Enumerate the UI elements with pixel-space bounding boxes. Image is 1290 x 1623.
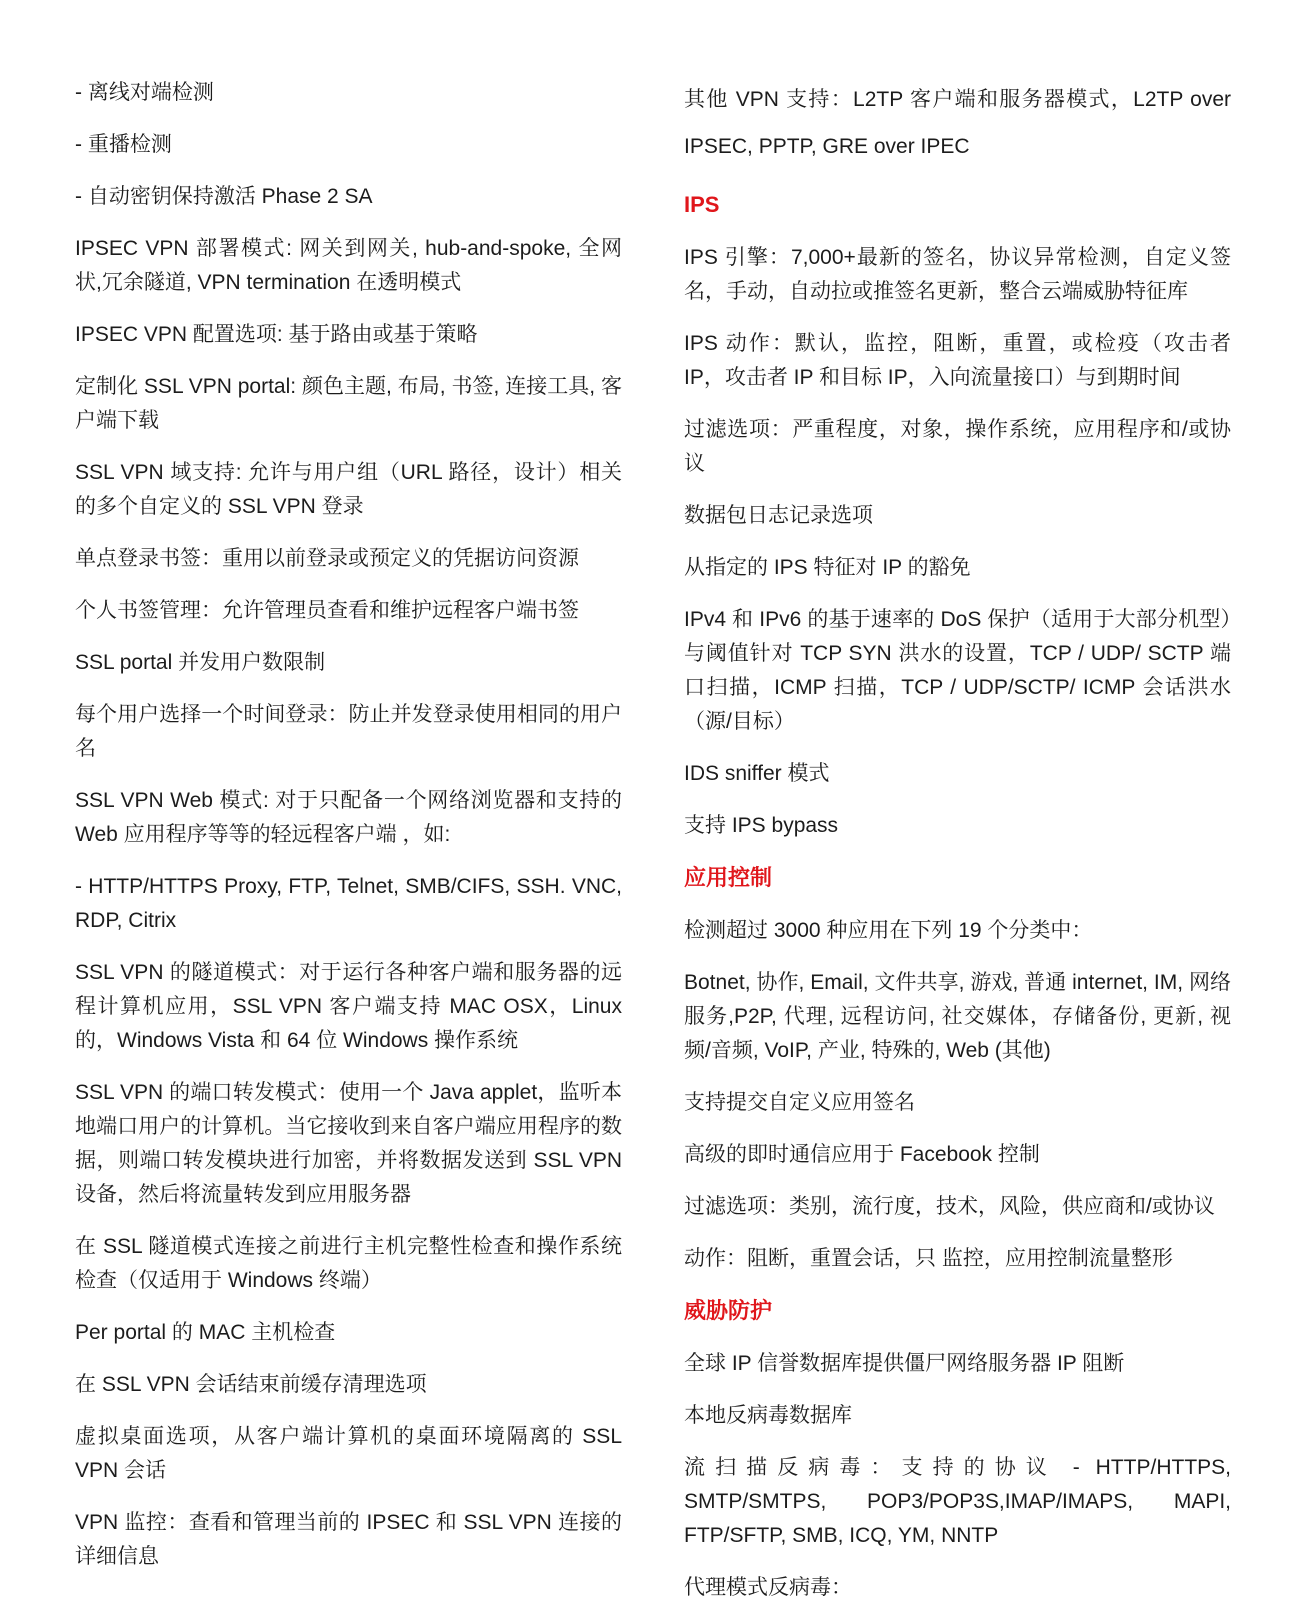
paragraph: - HTTP/HTTPS Proxy, FTP, Telnet, SMB/CIFS, SSH. VNC, RDP, Citrix: [75, 875, 622, 932]
paragraph: - 重播检测: [75, 133, 172, 156]
paragraph: SSL VPN 域支持: 允许与用户组（URL 路径，设计）相关的多个自定义的 SSL VPN 登录: [75, 461, 622, 518]
section-heading: IPS: [684, 192, 720, 217]
paragraph: 其他 VPN 支持：L2TP 客户端和服务器模式，L2TP over IPSEC, PPTP, GRE over IPEC: [684, 88, 1231, 158]
paragraph: VPN 监控：查看和管理当前的 IPSEC 和 SSL VPN 连接的详细信息: [75, 1511, 622, 1568]
paragraph: SSL portal 并发用户数限制: [75, 651, 326, 674]
paragraph: 全球 IP 信誉数据库提供僵尸网络服务器 IP 阻断: [684, 1352, 1125, 1375]
paragraph: IPS 引擎：7,000+最新的签名，协议异常检测，自定义签名，手动，自动拉或推签名更新，整合云端威胁特征库: [684, 246, 1231, 303]
paragraph: 个人书签管理：允许管理员查看和维护远程客户端书签: [75, 599, 579, 622]
section-heading: 威胁防护: [684, 1298, 773, 1323]
paragraph: IPS 动作：默认，监控，阻断，重置，或检疫（攻击者 IP，攻击者 IP 和目标 IP，入向流量接口）与到期时间: [684, 332, 1231, 389]
paragraph: 高级的即时通信应用于 Facebook 控制: [684, 1143, 1040, 1166]
paragraph: SSL VPN 的隧道模式：对于运行各种客户端和服务器的远程计算机应用，SSL VPN 客户端支持 MAC OSX，Linux 的，Windows Vista 和 64 位 Windows 操作系统: [75, 961, 622, 1052]
paragraph: - 自动密钥保持激活 Phase 2 SA: [75, 185, 373, 208]
paragraph: Per portal 的 MAC 主机检查: [75, 1321, 336, 1344]
paragraph: 本地反病毒数据库: [684, 1404, 852, 1427]
paragraph: IPv4 和 IPv6 的基于速率的 DoS 保护（适用于大部分机型）与阈值针对 TCP SYN 洪水的设置，TCP / UDP/ SCTP 端口扫描，ICMP 扫描，TCP / UDP/SCTP/ ICMP 会话洪水（源/目标）: [684, 608, 1231, 733]
right-column: [684, 76, 1231, 1623]
paragraph: Botnet, 协作, Email, 文件共享, 游戏, 普通 internet, IM, 网络服务,P2P, 代理, 远程访问, 社交媒体，存储备份, 更新, 视频/音频, VoIP, 产业, 特殊的, Web (其他): [684, 971, 1231, 1062]
paragraph: 从指定的 IPS 特征对 IP 的豁免: [684, 556, 971, 579]
paragraph: 虚拟桌面选项，从客户端计算机的桌面环境隔离的 SSL VPN 会话: [75, 1425, 622, 1482]
paragraph: 过滤选项：严重程度，对象，操作系统，应用程序和/或协议: [684, 418, 1231, 475]
paragraph: IPSEC VPN 部署模式: 网关到网关, hub-and-spoke, 全网状,冗余隧道, VPN termination 在透明模式: [75, 237, 622, 294]
paragraph: 支持提交自定义应用签名: [684, 1091, 915, 1114]
paragraph: 代理模式反病毒：: [684, 1576, 852, 1599]
paragraph: 过滤选项：类别，流行度，技术，风险，供应商和/或协议: [684, 1195, 1215, 1218]
paragraph: 定制化 SSL VPN portal: 颜色主题, 布局, 书签, 连接工具, 客户端下载: [75, 375, 622, 432]
paragraph: 在 SSL VPN 会话结束前缓存清理选项: [75, 1373, 427, 1396]
paragraph: SSL VPN 的端口转发模式：使用一个 Java applet，监听本地端口用户的计算机。当它接收到来自客户端应用程序的数据，则端口转发模块进行加密，并将数据发送到 SSL VPN 设备，然后将流量转发到应用服务器: [75, 1081, 622, 1206]
paragraph: IDS sniffer 模式: [684, 762, 830, 785]
paragraph: 每个用户选择一个时间登录：防止并发登录使用相同的用户名: [75, 703, 622, 760]
paragraph: 流扫描反病毒：支持的协议 - HTTP/HTTPS, SMTP/SMTPS, POP3/POP3S,IMAP/IMAPS, MAPI, FTP/SFTP, SMB, ICQ, YM, NNTP: [684, 1456, 1231, 1547]
paragraph: 在 SSL 隧道模式连接之前进行主机完整性检查和操作系统检查（仅适用于 Windows 终端）: [75, 1235, 622, 1292]
paragraph: 数据包日志记录选项: [684, 504, 873, 527]
paragraph: IPSEC VPN 配置选项: 基于路由或基于策略: [75, 323, 478, 346]
paragraph: 支持 IPS bypass: [684, 814, 839, 837]
paragraph: SSL VPN Web 模式: 对于只配备一个网络浏览器和支持的 Web 应用程序等等的轻远程客户端 ，如:: [75, 789, 622, 846]
paragraph: - 离线对端检测: [75, 81, 214, 104]
paragraph: 检测超过 3000 种应用在下列 19 个分类中：: [684, 919, 1093, 942]
section-heading: 应用控制: [684, 865, 773, 890]
paragraph: 单点登录书签：重用以前登录或预定义的凭据访问资源: [75, 547, 579, 570]
left-column: [75, 76, 622, 1623]
paragraph: 动作：阻断，重置会话，只 监控，应用控制流量整形: [684, 1247, 1173, 1270]
